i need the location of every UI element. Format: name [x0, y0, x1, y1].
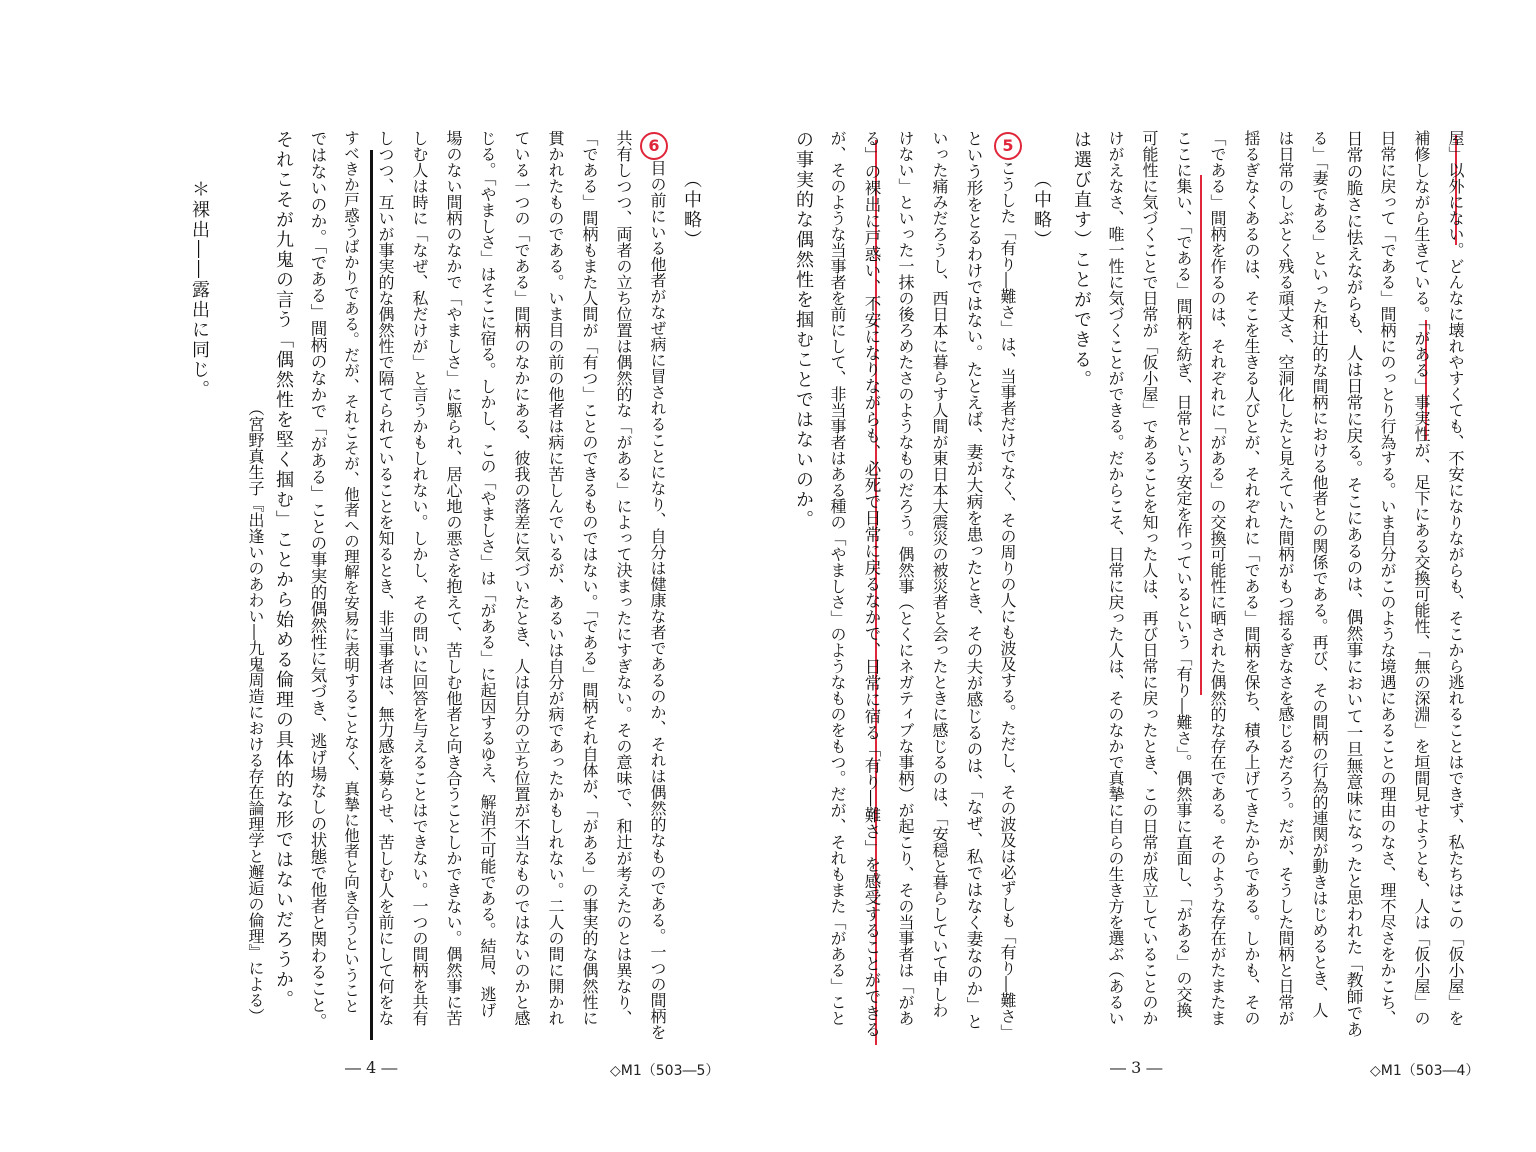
text-column: が、そのような当事者を前にして、非当事者はある種の「やましさ」のようなものをもつ。だが、それもまた「がある」こと: [828, 130, 847, 1026]
citation: （宮野真生子『出逢いのあわい―九鬼周造における存在論理学と邂逅の倫理』による）: [246, 400, 265, 1024]
text-column: 共有しつつ、両者の立ち位置は偶然的な「がある」によって決まったにすぎない。その意味で、和辻が考えたのとは異なり、: [614, 130, 633, 1026]
text-column: しつつ、互いが事実的な偶然性で隔てられていることを知るとき、非当事者は、無力感を募らせ、苦しむ人を前にして何をな: [376, 130, 395, 1026]
page-number: ― 4 ―: [345, 1058, 398, 1077]
page-code: ◇M1（503―4）: [1370, 1063, 1480, 1079]
text-column: 貫かれたものである。いま目の前の他者は病に苦しんでいるが、あるいは自分が病であったかもしれない。二人の間に開かれ: [546, 130, 565, 1026]
text-column: それこそが九鬼の言う「偶然性を堅く掴む」ことから始める倫理の具体的な形ではないだろうか。: [273, 130, 294, 1010]
text-column: の事実的な偶然性を掴むことではないのか。: [793, 130, 814, 530]
text-column: しむ人は時に「なぜ、私だけが」と言うかもしれない。しかし、その問いに回答を与えることはできない。一つの間柄を共有: [410, 130, 429, 1026]
text-column: すべきか戸惑うばかりである。だが、それこそが、他者への理解を安易に表明することなく、真摯に他者と向き合うということ: [342, 130, 360, 1014]
text-column: る」「妻である」といった和辻的な間柄における他者との関係である。再び、その間柄の行為的連関が動きはじめるとき、人: [1310, 130, 1329, 1018]
text-column: （中略）: [1031, 170, 1052, 250]
section-number-6: 6: [640, 132, 668, 160]
text-column: けがえなさ、唯一性に気づくことができる。だからこそ、日常に戻った人は、そのなかで真摯に自らの生き方を選ぶ（あるい: [1106, 130, 1125, 1026]
text-column: ている一つの「である」間柄のなかにある、彼我の落差に気づいたとき、人は自分の立ち位置が不当なものではないのかと感: [512, 130, 531, 1026]
text-column: ここに集い、「である」間柄を紡ぎ、日常という安定を作っているという「有り―難さ」。偶然事に直面し、「がある」の交換: [1174, 130, 1193, 1018]
right-page: [780, 0, 1500, 1152]
section-number-5: 5: [994, 132, 1022, 160]
text-column: 揺るぎなくあるのは、そこを生きる人びとが、それぞれに「である」間柄を保ち、積み上げてきたからである。しかも、その: [1242, 130, 1261, 1026]
text-column: 「である」間柄もまた人間が「有つ」ことのできるものではない。「である」間柄それ自体が、「がある」の事実的な偶然性に: [580, 130, 599, 1026]
text-column: という形をとるわけではない。たとえば、妻が大病を患ったとき、その夫が感じるのは、「なぜ、私ではなく妻なのか」と: [964, 130, 983, 1030]
footnote: ＊裸出――露出に同じ。: [189, 180, 210, 400]
text-column: （中略）: [681, 170, 702, 250]
text-column: 目の前にいる他者がなぜ病に冒されることになり、自分は健康な者であるのか、それは偶然的なものである。一つの間柄を: [648, 160, 667, 1040]
text-column: 屋」以外にない。どんなに壊れやすくても、不安になりながらも、そこから逃れることはできず、私たちはこの「仮小屋」を: [1446, 130, 1465, 1026]
text-column: る」の裸出に戸惑い、不安になりながらも、必死で日常に戻るなかで、日常に宿る「有り―難さ」を感受することができる: [862, 130, 881, 1038]
text-column: けない」といった一抹の後ろめたさのようなものだろう。偶然事（とくにネガティブな事柄）が起こり、その当事者は「があ: [896, 130, 915, 1026]
text-column: いった痛みだろうし、西日本に暮らす人間が東日本大震災の被災者と会ったときに感じるのは、「安穏と暮らしていて申しわ: [930, 130, 949, 1018]
text-column: 場のない間柄のなかで「やましさ」に駆られ、居心地の悪さを抱えて、苦しむ他者と向き合うことしかできない。偶然事に苦: [444, 130, 463, 1026]
text-column: 可能性に気づくことで日常が「仮小屋」であることを知った人は、再び日常に戻ったとき、この日常が成立していることのか: [1140, 130, 1159, 1026]
text-column: 「である」間柄を作るのは、それぞれに「がある」の交換可能性に晒された偶然的な存在である。そのような存在がたまたま: [1208, 130, 1227, 1026]
text-column: 補修しながら生きている。「がある」事実性が、足下にある交換可能性、「無の深淵」を垣間見せようとも、人は「仮小屋」の: [1412, 130, 1431, 1026]
left-page: [170, 0, 730, 1152]
text-column: は日常のしぶとく残る頑丈さ、空洞化したと見えていた間柄がもつ揺るぎなさを感じるだろう。だが、そうした間柄と日常が: [1276, 130, 1295, 1026]
text-column: 日常の脆さに怯えながらも、人は日常に戻る。そこにあるのは、偶然事において一旦無意味になったと思われた「教師であ: [1344, 130, 1363, 1038]
text-column: ではないのか。「である」間柄のなかで「がある」ことの事実的偶然性に気づき、逃げ場なしの状態で他者と関わること。: [308, 130, 327, 1030]
text-column: こうした「有り―難さ」は、当事者だけでなく、その周りの人にも波及する。ただし、その波及は必ずしも「有り―難さ」: [998, 160, 1017, 1040]
text-column: 日常に戻って「である」間柄にのっとり行為する。いま自分がこのような境遇にあることの理由のなさ、理不尽さをかこち、: [1378, 130, 1397, 1026]
text-column: じる。「やましさ」はそこに宿る。しかし、この「やましさ」は「がある」に起因するゆえ、解消不可能である。結局、逃げ: [478, 130, 497, 1018]
page-number: ― 3 ―: [1110, 1058, 1163, 1077]
text-column: は選び直す）ことができる。: [1071, 130, 1092, 390]
page-code: ◇M1（503―5）: [610, 1063, 720, 1079]
